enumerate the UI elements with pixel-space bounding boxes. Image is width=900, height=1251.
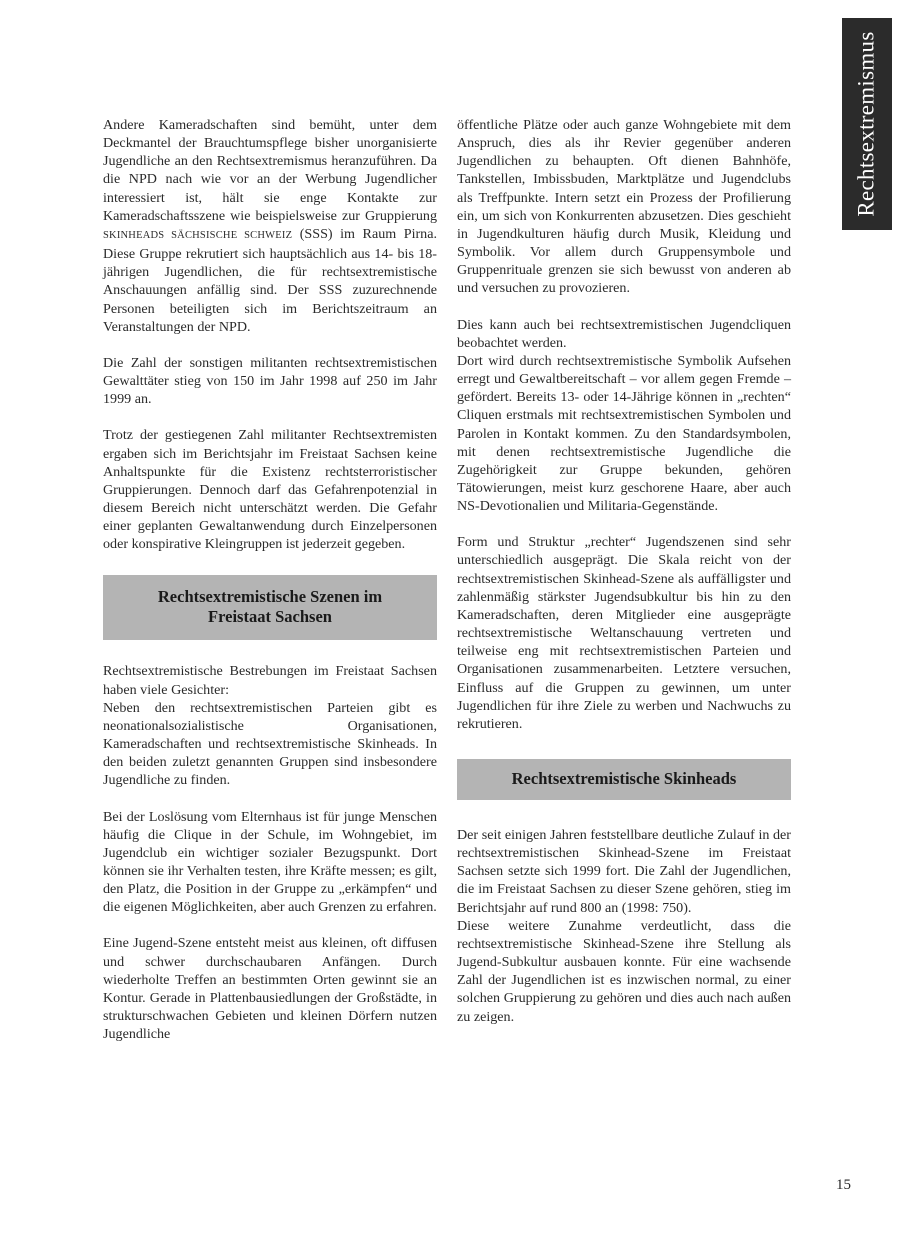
paragraph: Bei der Loslösung vom Elternhaus ist für junge Menschen häufig die Clique in der Schule, im Wohngebiet, im Jugendclub ein wichtiger sozialer Bezugspunkt. Dort können sie ihr Verhalten testen, ihre Kräfte messen; es gilt, den Platz, die Position in der Gruppe zu „erkämpfen“ und die eigenen Möglichkeiten, aber auch Grenzen zu erfahren. bbox=[103, 808, 437, 916]
section-heading bbox=[103, 575, 437, 640]
section-heading-line: Freistaat Sachsen bbox=[208, 607, 332, 627]
organization-name: SKINHEADS SÄCHSISCHE SCHWEIZ bbox=[103, 229, 293, 241]
paragraph: Dort wird durch rechtsextremistische Symbolik Aufsehen erregt und Gewaltbereitschaft – vor allem gegen Fremde – gefördert. Bereits 13- oder 14-Jährige können in „rechten“ Cliquen erstmals mit rechtsextremistischen Symbolen und Parolen in Kontakt kommen. Zu den Standardsymbolen, mit denen rechtsextremistische Jugendliche die Zugehörigkeit zur Gruppe bekunden, gehören Tätowierungen, meist kurz geschorene Haare, aber auch NS-Devotionalien und Militaria-Gegenstände. bbox=[457, 352, 791, 515]
section-tab-label: Rechtsextremismus bbox=[854, 31, 879, 217]
paragraph bbox=[103, 116, 437, 336]
paragraph: Diese weitere Zunahme verdeutlicht, dass die rechtsextremistische Skinhead-Szene ihre Stellung als Jugend-Subkultur ausbauen konnte. Für eine wachsende Zahl der Jugendlichen ist es inzwischen normal, zu einer solchen Gruppierung zu gehören und dies auch nach außen zu zeigen. bbox=[457, 917, 791, 1025]
paragraph: öffentliche Plätze oder auch ganze Wohngebiete mit dem Anspruch, dies als ihr Revier gegenüber anderen Jugendlichen zu behaupten. Oft dienen Bahnhöfe, Tankstellen, Imbissbuden, Marktplätze und Jugendclubs als Treffpunkte. Intern setzt ein Prozess der Profilierung ein, um sich von Konkurrenten abzusetzen. Dies geschieht in Jugendkulturen häufig durch Musik, Kleidung und Symbolik. Vor allem durch Gruppensymbole und Gruppenrituale grenzen sie sich bewusst von anderen ab und versuchen zu provozieren. bbox=[457, 117, 791, 297]
paragraph: Der seit einigen Jahren feststellbare deutliche Zulauf in der rechtsextremistischen Skinhead-Szene im Freistaat Sachsen setzte sich 1999 fort. Die Zahl der Jugendlichen, die im Freistaat Sachsen zu dieser Szene gehören, stieg im Berichtsjahr auf rund 800 an (1998: 750). bbox=[457, 827, 791, 916]
paragraph-text: (SSS) im Raum Pirna. Diese Gruppe rekrutiert sich hauptsächlich aus 14- bis 18-jährigen Jugendlichen, die für rechtsextremistische Anschauungen anfällig sind. Der SSS zuzurechnende Personen beteiligten sich im Berichtszeitraum an Veranstaltungen der NPD. bbox=[103, 225, 438, 335]
paragraph: Neben den rechtsextremistischen Parteien gibt es neonationalsozialistische Organisationen, Kameradschaften und rechtsextremistische Skinheads. In den beiden zuletzt genannten Gruppen sind insbesondere Jugendliche zu finden. bbox=[103, 699, 437, 789]
left-column bbox=[103, 116, 437, 1061]
paragraph: Eine Jugend-Szene entsteht meist aus kleinen, oft diffusen und schwer durchschaubaren Anfängen. Durch wiederholte Treffen an bestimmten Orten gewinnt sie an Kontur. Gerade in Plattenbausiedlungen der Großstädte, in strukturschwachen Gebieten und kleinen Dörfern nutzen Jugendliche bbox=[103, 935, 437, 1043]
paragraph: Rechtsextremistische Bestrebungen im Freistaat Sachsen haben viele Gesichter: bbox=[103, 663, 437, 698]
paragraph-text: Andere Kameradschaften sind bemüht, unter dem Deckmantel der Brauchtumspflege bisher unorganisierte Jugendliche an den Rechtsextremismus heranzuführen. Da die NPD nach wie vor an der Werbung Jugendlicher interessiert ist, hält sie enge Kontakte zur Kameradschaftsszene wie beispielsweise zur Gruppierung bbox=[103, 117, 437, 224]
paragraph: Form und Struktur „rechter“ Jugendszenen sind sehr unterschiedlich ausgeprägt. Die Skala reicht von der rechtsextremistischen Skinhead-Szene als auffälligster und zahlenmäßig stärkster Jugendsubkultur bis hin zu den Kameradschaften, deren Mitglieder eine ausgeprägte rechtsextremistische Weltanschauung vertreten und teilweise eng mit rechtsextremistischen Parteien und Organisationen zusammenarbeiten. Letztere versuchen, Einfluss auf die Gruppen zu gewinnen, um unter Jugendlichen für ihre Ziele zu werben und Nachwuchs zu rekrutieren. bbox=[457, 534, 791, 732]
right-column bbox=[457, 116, 791, 1044]
section-heading-line: Rechtsextremistische Skinheads bbox=[511, 769, 737, 788]
page-number: 15 bbox=[836, 1177, 851, 1193]
paragraph: Die Zahl der sonstigen militanten rechtsextremistischen Gewalttäter stieg von 150 im Jahr 1998 auf 250 im Jahr 1999 an. bbox=[103, 354, 437, 408]
section-heading bbox=[457, 759, 791, 800]
section-heading-line: Rechtsextremistische Szenen im bbox=[157, 587, 383, 607]
section-tab bbox=[842, 18, 892, 230]
paragraph: Trotz der gestiegenen Zahl militanter Rechtsextremisten ergaben sich im Berichtsjahr im Freistaat Sachsen keine Anhaltspunkte für die Existenz rechtsterroristischer Gruppierungen. Dennoch darf das Gefahrenpotenzial in diesem Bereich nicht unterschätzt werden. Die Gefahr einer geplanten Gewaltanwendung durch Einzelpersonen oder konspirative Kleingruppen ist jederzeit gegeben. bbox=[103, 427, 437, 553]
paragraph: Dies kann auch bei rechtsextremistischen Jugendcliquen beobachtet werden. bbox=[457, 316, 791, 351]
